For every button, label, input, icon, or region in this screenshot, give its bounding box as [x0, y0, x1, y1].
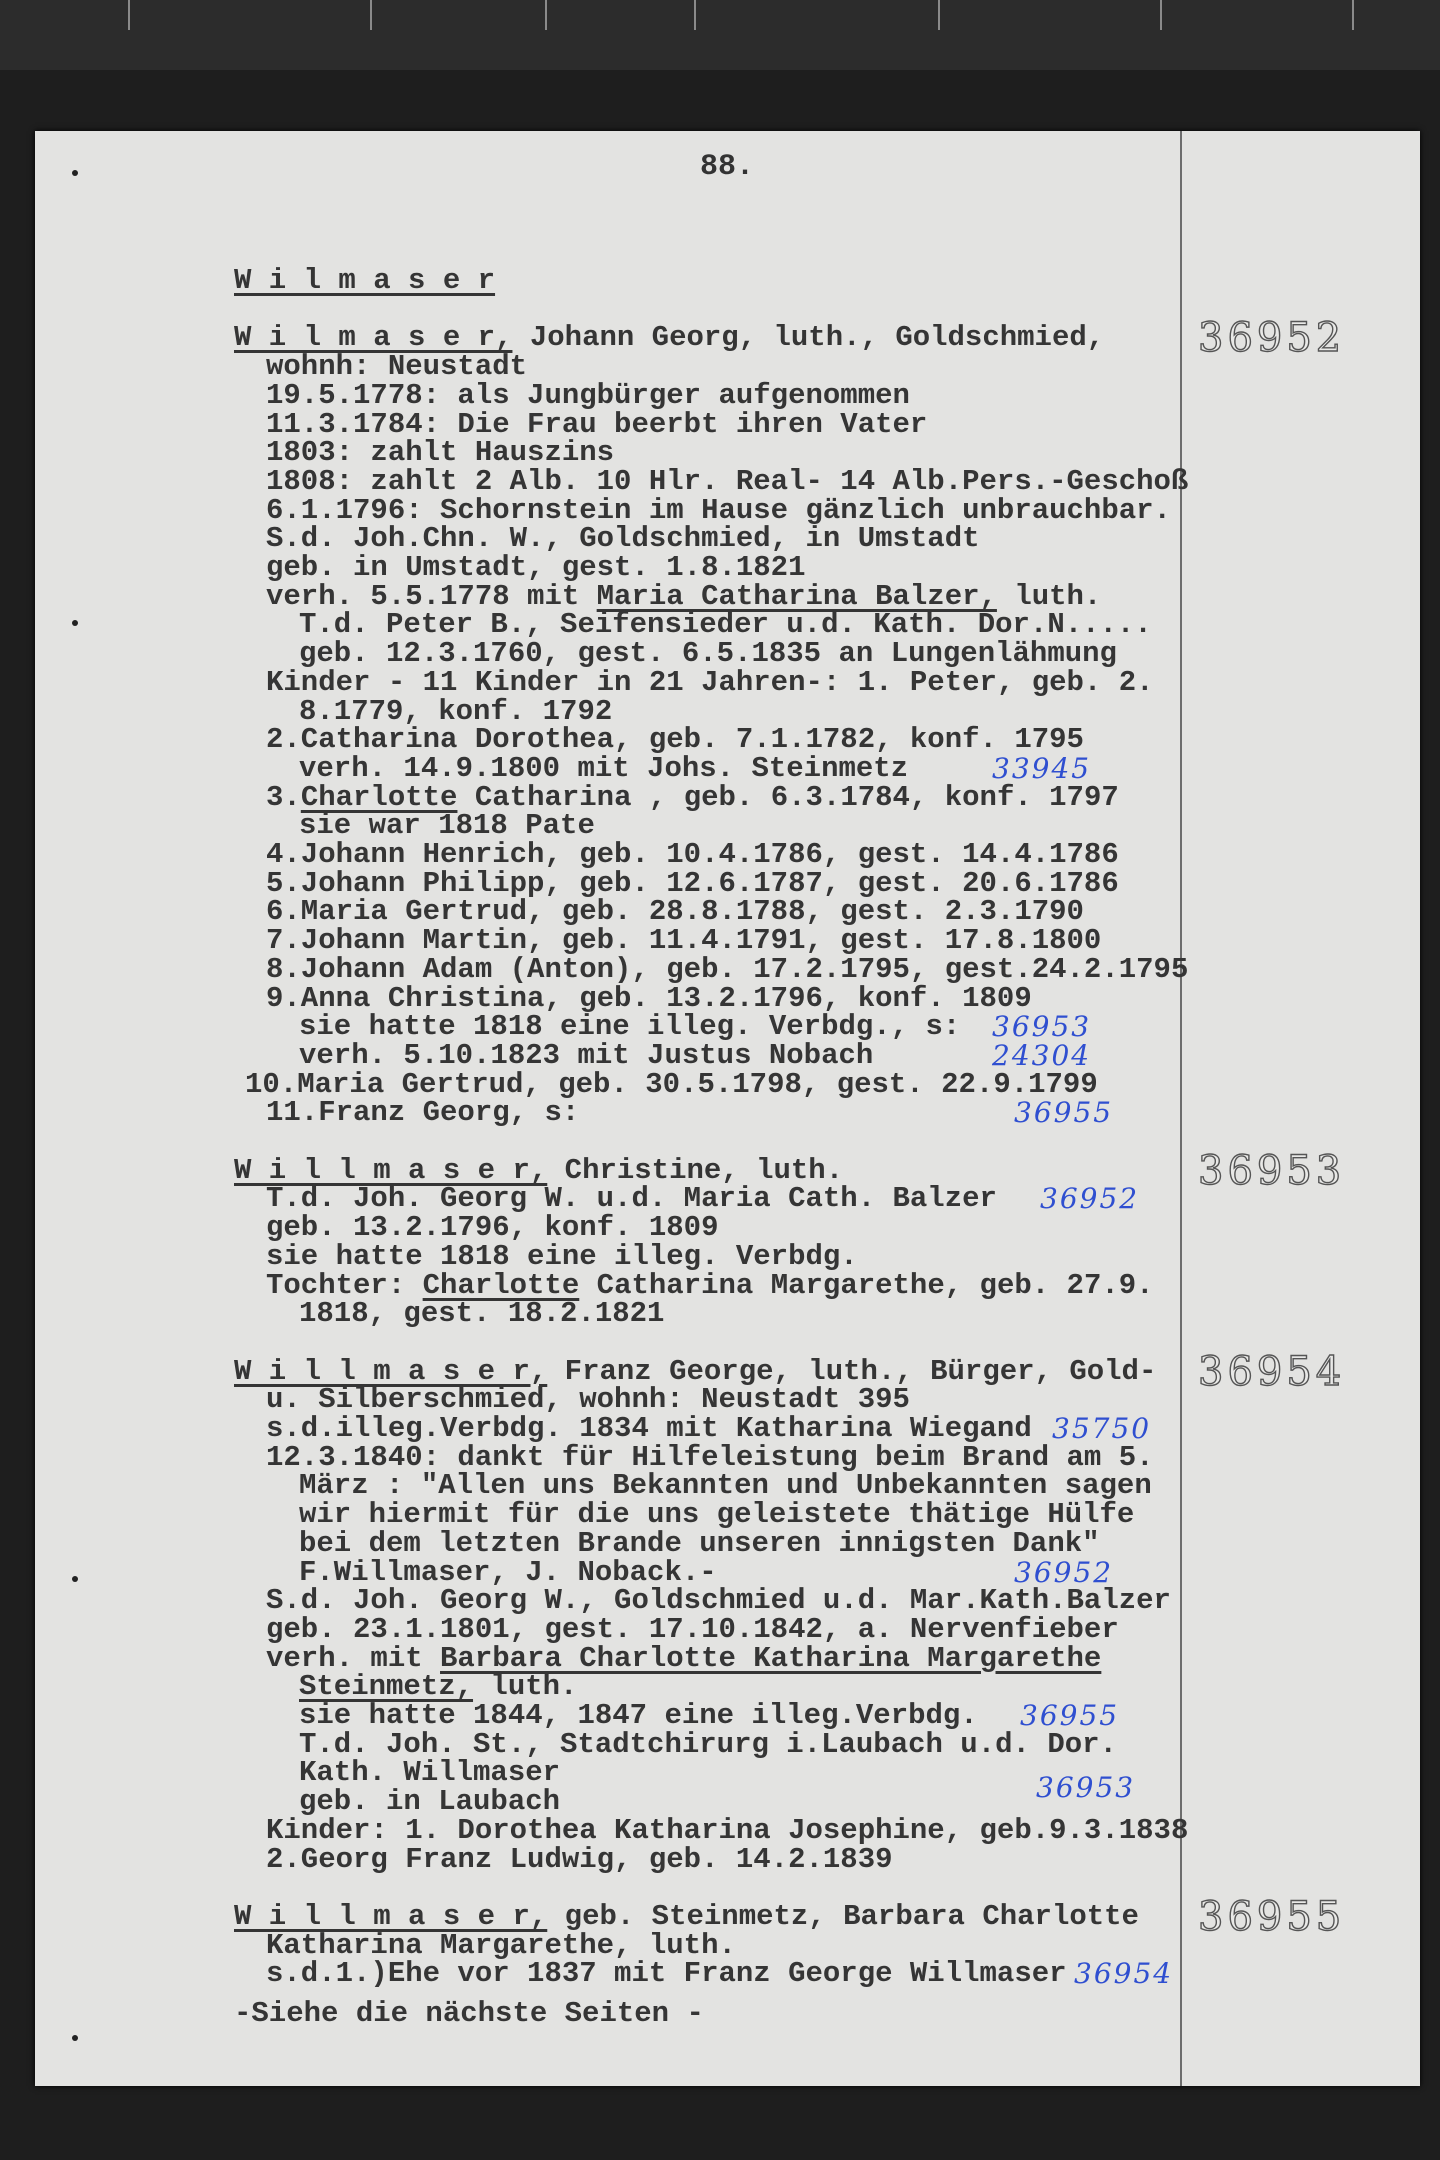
underlined-name: Charlotte: [300, 780, 458, 814]
text-segment: 6.Maria Gertrud, geb. 28.8.1788, gest. 2.3.1790: [266, 895, 1084, 929]
entry-text-line: [299, 1555, 717, 1589]
underlined-name: Maria Catharina Balzer,: [596, 579, 997, 613]
text-segment: F.Willmaser, J. Noback.-: [299, 1555, 717, 1589]
handwritten-cross-reference: 36952: [1014, 1555, 1114, 1589]
entry-text-line: [299, 1756, 561, 1790]
section-heading: W i l m a s e r: [234, 264, 496, 297]
text-segment: März : "Allen uns Bekannten und Unbekannten sagen: [299, 1469, 1152, 1503]
entry-text-line: [266, 579, 1102, 613]
punch-mark: [72, 1576, 78, 1582]
surname: W i l l m a s e r,: [234, 1354, 548, 1388]
text-segment: S.d. Joh. Georg W., Goldschmied u.d. Mar.Kath.Balzer: [266, 1584, 1171, 1618]
scanner-tick: [938, 0, 940, 30]
text-segment: Catharina Margarethe, geb. 27.9.: [579, 1268, 1154, 1302]
entry-text-line: [266, 1383, 910, 1417]
text-segment: geb. in Umstadt, gest. 1.8.1821: [266, 551, 806, 584]
punch-mark: [72, 170, 78, 176]
punch-mark: [72, 2035, 78, 2041]
text-segment: Katharina Margarethe, luth.: [266, 1928, 736, 1962]
entry-text-line: [299, 637, 1117, 671]
text-segment: wohnh: Neustadt: [266, 350, 528, 384]
text-segment: 7.Johann Martin, geb. 11.4.1791, gest. 17.8.1800: [266, 924, 1102, 958]
text-segment: 12.3.1840: dankt für Hilfeleistung beim Brand am 5.: [266, 1440, 1154, 1474]
scanner-tick: [370, 0, 372, 30]
entry-text-line: [266, 1239, 858, 1273]
footer-continued-note: -Siehe die nächste Seiten -: [234, 1997, 704, 2031]
entry-text-line: [266, 895, 1084, 929]
entry-text-line: [299, 1526, 1100, 1560]
record-number: 36953: [1198, 1147, 1346, 1194]
text-segment: wir hiermit für die uns geleistete thätige Hülfe: [299, 1498, 1135, 1532]
entry-text-line: [266, 1268, 1154, 1302]
entry-text-line: [266, 1612, 1119, 1646]
text-segment: Tochter:: [266, 1268, 423, 1302]
entry-text-line: [266, 924, 1102, 958]
text-segment: geb. 12.3.1760, gest. 6.5.1835 an Lungenlähmung: [299, 637, 1117, 671]
handwritten-cross-reference: 36955: [1020, 1699, 1120, 1732]
handwritten-cross-reference: 35750: [1052, 1412, 1152, 1445]
entry-text-line: [266, 1412, 1032, 1445]
entry-heading-line: [234, 1354, 1157, 1388]
entry-heading-line: [234, 1899, 1139, 1933]
text-segment: 4.Johann Henrich, geb. 10.4.1786, gest. 14.4.1786: [266, 838, 1119, 871]
entry-text-line: [266, 1957, 1067, 1991]
text-segment: Kinder: 1. Dorothea Katharina Josephine, geb.9.3.1838: [266, 1813, 1189, 1847]
handwritten-cross-reference: 36953: [1036, 1770, 1136, 1804]
text-segment: Catharina , geb. 6.3.1784, konf. 1797: [457, 780, 1119, 814]
scanner-tick: [545, 0, 547, 30]
surname: W i l l m a s e r,: [234, 1153, 548, 1187]
text-segment: 11.3.1784: Die Frau beerbt ihren Vater: [266, 407, 928, 441]
underlined-name: Steinmetz,: [299, 1670, 474, 1704]
scanner-tick: [128, 0, 130, 30]
entry-text-line: [266, 952, 1189, 986]
entry-text-line: [299, 694, 613, 728]
scanner-tick: [1160, 0, 1162, 30]
entry-text-line: [266, 407, 928, 441]
entry-text-line: [266, 780, 1119, 814]
text-segment: sie hatte 1844, 1847 eine illeg.Verbdg.: [299, 1699, 978, 1732]
text-segment: T.d. Joh. St., Stadtchirurg i.Laubach u.d. Dor.: [299, 1727, 1117, 1761]
text-segment: bei dem letzten Brande unseren innigsten Dank": [299, 1526, 1100, 1560]
text-segment: verh. 5.10.1823 mit Justus Nobach: [299, 1038, 874, 1072]
entry-text-line: [266, 551, 806, 584]
text-segment: 1808: zahlt 2 Alb. 10 Hlr. Real- 14 Alb.Pers.-Geschoß: [266, 464, 1189, 498]
text-segment: geb. 23.1.1801, gest. 17.10.1842, a. Nervenfieber: [266, 1612, 1119, 1646]
entry-text-line: [299, 1670, 578, 1704]
text-segment: verh. 5.5.1778 mit: [266, 579, 597, 613]
text-segment: 19.5.1778: als Jungbürger aufgenommen: [266, 378, 910, 412]
text-segment: 10.Maria Gertrud, geb. 30.5.1798, gest. 22.9.1799: [245, 1067, 1098, 1101]
record-number: 36954: [1198, 1348, 1346, 1395]
text-segment: verh. mit: [266, 1641, 441, 1675]
handwritten-cross-reference: 24304: [992, 1038, 1092, 1072]
text-segment: sie hatte 1818 eine illeg. Verbdg., s:: [299, 1010, 961, 1044]
handwritten-cross-reference: 36953: [992, 1010, 1092, 1044]
text-segment: Franz George, luth., Bürger, Gold-: [547, 1354, 1157, 1388]
page-number: 88.: [700, 150, 755, 184]
entry-text-line: [266, 1813, 1189, 1847]
text-segment: 1818, gest. 18.2.1821: [299, 1297, 665, 1331]
text-segment: 11.Franz Georg, s:: [266, 1096, 580, 1130]
entry-text-line: [266, 1182, 997, 1216]
text-segment: s.d.1.)Ehe vor 1837 mit Franz George Willmaser: [266, 1957, 1067, 1991]
text-segment: 2.Georg Franz Ludwig, geb. 14.2.1839: [266, 1842, 893, 1876]
entry-text-line: [299, 1297, 665, 1331]
entry-text-line: [299, 1727, 1117, 1761]
entry-text-line: [266, 350, 528, 384]
entry-text-line: [266, 1440, 1154, 1474]
text-segment: 3.: [266, 780, 301, 814]
entry-text-line: [266, 866, 1119, 900]
entry-text-line: [266, 464, 1189, 498]
entry-text-line: [299, 751, 909, 785]
entry-text-line: [266, 1928, 736, 1962]
entry-text-line: [299, 608, 1152, 642]
text-segment: 2.Catharina Dorothea, geb. 7.1.1782, konf. 1795: [266, 723, 1084, 757]
text-segment: T.d. Joh. Georg W. u.d. Maria Cath. Balzer: [266, 1182, 997, 1216]
entry-text-line: [299, 809, 595, 843]
handwritten-cross-reference: 33945: [992, 751, 1092, 785]
text-segment: T.d. Peter B., Seifensieder u.d. Kath. Dor.N.....: [299, 608, 1152, 642]
text-segment: Kinder - 11 Kinder in 21 Jahren-: 1. Peter, geb. 2.: [266, 665, 1154, 699]
text-segment: 8.1779, konf. 1792: [299, 694, 613, 728]
entry-text-line: [266, 378, 910, 412]
surname: W i l l m a s e r,: [234, 1899, 548, 1933]
text-segment: sie war 1818 Pate: [299, 809, 595, 843]
text-segment: Kath. Willmaser: [299, 1756, 561, 1790]
entry-text-line: [245, 1067, 1098, 1101]
entry-text-line: [299, 1785, 561, 1819]
text-segment: Christine, luth.: [547, 1153, 844, 1187]
entry-text-line: [299, 1469, 1152, 1503]
entry-text-line: [266, 723, 1084, 757]
text-segment: s.d.illeg.Verbdg. 1834 mit Katharina Wiegand: [266, 1412, 1032, 1445]
entry-text-line: [266, 1096, 580, 1130]
entry-text-line: [266, 981, 1032, 1015]
entry-text-line: [266, 493, 1171, 527]
entry-text-line: [299, 1699, 978, 1732]
scanner-tick: [694, 0, 696, 30]
text-segment: 1803: zahlt Hauszins: [266, 436, 615, 470]
record-number: 36952: [1198, 315, 1346, 362]
underlined-name: Charlotte: [422, 1268, 580, 1302]
text-segment: 9.Anna Christina, geb. 13.2.1796, konf. 1809: [266, 981, 1032, 1015]
text-segment: geb. Steinmetz, Barbara Charlotte: [547, 1899, 1139, 1933]
handwritten-cross-reference: 36954: [1074, 1957, 1174, 1991]
entry-text-line: [266, 436, 615, 470]
text-segment: S.d. Joh.Chn. W., Goldschmied, in Umstadt: [266, 522, 980, 556]
entry-text-line: [266, 1842, 893, 1876]
entry-text-line: [266, 838, 1119, 871]
entry-text-line: [299, 1010, 961, 1044]
underlined-name: Barbara Charlotte Katharina Margarethe: [440, 1641, 1102, 1675]
scanner-top-strip: [0, 0, 1440, 70]
entry-text-line: [299, 1038, 874, 1072]
text-segment: 8.Johann Adam (Anton), geb. 17.2.1795, gest.24.2.1795: [266, 952, 1189, 986]
text-segment: 5.Johann Philipp, geb. 12.6.1787, gest. 20.6.1786: [266, 866, 1119, 900]
entry-heading-line: [234, 321, 1105, 355]
text-segment: luth.: [996, 579, 1102, 613]
surname: W i l m a s e r,: [234, 321, 513, 355]
entry-text-line: [266, 1641, 1102, 1675]
handwritten-cross-reference: 36955: [1014, 1096, 1114, 1130]
punch-mark: [72, 620, 78, 626]
entry-text-line: [266, 522, 980, 556]
margin-rule: [1180, 131, 1182, 2086]
entry-heading-line: [234, 1153, 844, 1187]
record-number: 36955: [1198, 1893, 1346, 1940]
entry-text-line: [266, 1211, 719, 1245]
text-segment: geb. in Laubach: [299, 1785, 561, 1819]
text-segment: luth.: [473, 1670, 578, 1704]
entry-text-line: [266, 1584, 1171, 1618]
entry-text-line: [266, 665, 1154, 699]
text-segment: geb. 13.2.1796, konf. 1809: [266, 1211, 719, 1245]
entry-text-line: [299, 1498, 1135, 1532]
text-segment: sie hatte 1818 eine illeg. Verbdg.: [266, 1239, 858, 1273]
handwritten-cross-reference: 36952: [1040, 1182, 1140, 1216]
scanner-tick: [1352, 0, 1354, 30]
text-segment: 6.1.1796: Schornstein im Hause gänzlich unbrauchbar.: [266, 493, 1171, 527]
text-segment: u. Silberschmied, wohnh: Neustadt 395: [266, 1383, 910, 1417]
text-segment: verh. 14.9.1800 mit Johs. Steinmetz: [299, 751, 909, 785]
text-segment: Johann Georg, luth., Goldschmied,: [512, 321, 1105, 355]
